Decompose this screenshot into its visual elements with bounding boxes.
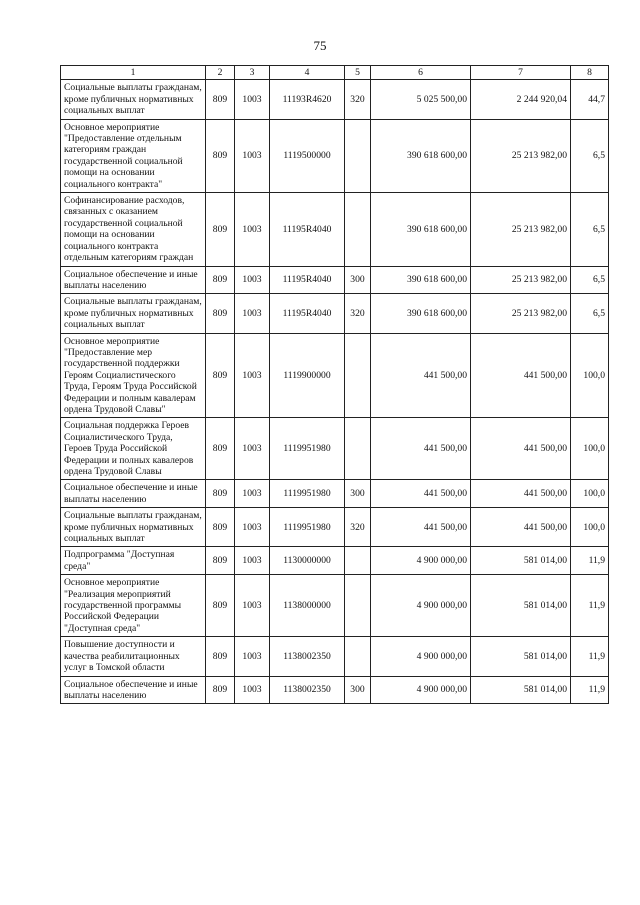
- plan-amount-cell: 390 618 600,00: [371, 193, 471, 266]
- column-header: 8: [571, 66, 609, 80]
- target-article-cell: 1119500000: [270, 119, 345, 192]
- expense-kind-cell: 320: [345, 80, 371, 119]
- plan-amount-cell: 441 500,00: [371, 418, 471, 480]
- item-name-cell: Социальные выплаты гражданам, кроме публичных нормативных социальных выплат: [61, 508, 206, 547]
- target-article-cell: 1138002350: [270, 637, 345, 676]
- ministry-code-cell: 809: [206, 266, 235, 294]
- item-name-cell: Социальное обеспечение и иные выплаты населению: [61, 480, 206, 508]
- fact-amount-cell: 441 500,00: [471, 418, 571, 480]
- percent-cell: 11,9: [571, 637, 609, 676]
- percent-cell: 11,9: [571, 547, 609, 575]
- fact-amount-cell: 25 213 982,00: [471, 294, 571, 333]
- percent-cell: 44,7: [571, 80, 609, 119]
- fact-amount-cell: 581 014,00: [471, 575, 571, 637]
- header-row: [61, 66, 609, 80]
- section-code-cell: 1003: [235, 676, 270, 704]
- target-article-cell: 1130000000: [270, 547, 345, 575]
- table-row: [61, 547, 609, 575]
- fact-amount-cell: 441 500,00: [471, 333, 571, 418]
- fact-amount-cell: 25 213 982,00: [471, 193, 571, 266]
- table-row: [61, 80, 609, 119]
- percent-cell: 11,9: [571, 575, 609, 637]
- column-header: 6: [371, 66, 471, 80]
- expense-kind-cell: [345, 575, 371, 637]
- plan-amount-cell: 5 025 500,00: [371, 80, 471, 119]
- expense-kind-cell: 300: [345, 480, 371, 508]
- percent-cell: 100,0: [571, 508, 609, 547]
- fact-amount-cell: 441 500,00: [471, 508, 571, 547]
- percent-cell: 6,5: [571, 119, 609, 192]
- percent-cell: 100,0: [571, 418, 609, 480]
- percent-cell: 6,5: [571, 193, 609, 266]
- item-name-cell: Социальные выплаты гражданам, кроме публичных нормативных социальных выплат: [61, 294, 206, 333]
- target-article-cell: 11195R4040: [270, 193, 345, 266]
- ministry-code-cell: 809: [206, 547, 235, 575]
- expense-kind-cell: [345, 193, 371, 266]
- expense-kind-cell: [345, 637, 371, 676]
- target-article-cell: 1119951980: [270, 418, 345, 480]
- fact-amount-cell: 441 500,00: [471, 480, 571, 508]
- section-code-cell: 1003: [235, 418, 270, 480]
- expense-kind-cell: 320: [345, 294, 371, 333]
- section-code-cell: 1003: [235, 80, 270, 119]
- table-row: [61, 294, 609, 333]
- table-row: [61, 119, 609, 192]
- item-name-cell: Основное мероприятие "Предоставление мер государственной поддержки Героям Социалистического Труда, Героям Труда Российской Федерации и полным кавалерам ордена Трудовой Славы": [61, 333, 206, 418]
- table-row: [61, 508, 609, 547]
- column-header: 3: [235, 66, 270, 80]
- fact-amount-cell: 581 014,00: [471, 676, 571, 704]
- table-row: [61, 676, 609, 704]
- section-code-cell: 1003: [235, 480, 270, 508]
- plan-amount-cell: 4 900 000,00: [371, 676, 471, 704]
- plan-amount-cell: 390 618 600,00: [371, 294, 471, 333]
- ministry-code-cell: 809: [206, 119, 235, 192]
- ministry-code-cell: 809: [206, 480, 235, 508]
- expense-kind-cell: 320: [345, 508, 371, 547]
- percent-cell: 6,5: [571, 266, 609, 294]
- section-code-cell: 1003: [235, 294, 270, 333]
- target-article-cell: 1138002350: [270, 676, 345, 704]
- section-code-cell: 1003: [235, 266, 270, 294]
- ministry-code-cell: 809: [206, 418, 235, 480]
- item-name-cell: Социальная поддержка Героев Социалистического Труда, Героев Труда Российской Федерации и полных кавалеров ордена Трудовой Славы: [61, 418, 206, 480]
- fact-amount-cell: 581 014,00: [471, 547, 571, 575]
- target-article-cell: 11195R4040: [270, 294, 345, 333]
- ministry-code-cell: 809: [206, 193, 235, 266]
- plan-amount-cell: 390 618 600,00: [371, 119, 471, 192]
- percent-cell: 100,0: [571, 480, 609, 508]
- expense-kind-cell: [345, 547, 371, 575]
- fact-amount-cell: 2 244 920,04: [471, 80, 571, 119]
- column-header: 2: [206, 66, 235, 80]
- column-header: 5: [345, 66, 371, 80]
- item-name-cell: Подпрограмма "Доступная среда": [61, 547, 206, 575]
- item-name-cell: Основное мероприятие "Предоставление отдельным категориям граждан государственной социальной помощи на основании социального контракта": [61, 119, 206, 192]
- item-name-cell: Повышение доступности и качества реабилитационных услуг в Томской области: [61, 637, 206, 676]
- section-code-cell: 1003: [235, 193, 270, 266]
- table-row: [61, 333, 609, 418]
- plan-amount-cell: 4 900 000,00: [371, 637, 471, 676]
- target-article-cell: 1119951980: [270, 480, 345, 508]
- ministry-code-cell: 809: [206, 294, 235, 333]
- table-row: [61, 193, 609, 266]
- table-row: [61, 266, 609, 294]
- fact-amount-cell: 25 213 982,00: [471, 119, 571, 192]
- item-name-cell: Софинансирование расходов, связанных с оказанием государственной социальной помощи на основании социального контракта отдельным категориям граждан: [61, 193, 206, 266]
- item-name-cell: Социальные выплаты гражданам, кроме публичных нормативных социальных выплат: [61, 80, 206, 119]
- plan-amount-cell: 390 618 600,00: [371, 266, 471, 294]
- ministry-code-cell: 809: [206, 637, 235, 676]
- expense-kind-cell: 300: [345, 266, 371, 294]
- budget-table: [60, 65, 609, 704]
- ministry-code-cell: 809: [206, 508, 235, 547]
- plan-amount-cell: 4 900 000,00: [371, 547, 471, 575]
- percent-cell: 6,5: [571, 294, 609, 333]
- section-code-cell: 1003: [235, 637, 270, 676]
- section-code-cell: 1003: [235, 333, 270, 418]
- table-body: [61, 80, 609, 704]
- plan-amount-cell: 441 500,00: [371, 333, 471, 418]
- table-row: [61, 418, 609, 480]
- section-code-cell: 1003: [235, 119, 270, 192]
- column-header: 4: [270, 66, 345, 80]
- target-article-cell: 11193R4620: [270, 80, 345, 119]
- table-row: [61, 480, 609, 508]
- item-name-cell: Социальное обеспечение и иные выплаты населению: [61, 266, 206, 294]
- target-article-cell: 1119900000: [270, 333, 345, 418]
- page-number: 75: [313, 38, 327, 53]
- table-row: [61, 575, 609, 637]
- ministry-code-cell: 809: [206, 676, 235, 704]
- section-code-cell: 1003: [235, 547, 270, 575]
- item-name-cell: Основное мероприятие "Реализация мероприятий государственной программы Российской Федерации "Доступная среда": [61, 575, 206, 637]
- column-header: 7: [471, 66, 571, 80]
- ministry-code-cell: 809: [206, 333, 235, 418]
- percent-cell: 100,0: [571, 333, 609, 418]
- expense-kind-cell: 300: [345, 676, 371, 704]
- ministry-code-cell: 809: [206, 575, 235, 637]
- target-article-cell: 11195R4040: [270, 266, 345, 294]
- percent-cell: 11,9: [571, 676, 609, 704]
- expense-kind-cell: [345, 418, 371, 480]
- section-code-cell: 1003: [235, 575, 270, 637]
- item-name-cell: Социальное обеспечение и иные выплаты населению: [61, 676, 206, 704]
- target-article-cell: 1138000000: [270, 575, 345, 637]
- fact-amount-cell: 581 014,00: [471, 637, 571, 676]
- target-article-cell: 1119951980: [270, 508, 345, 547]
- plan-amount-cell: 441 500,00: [371, 480, 471, 508]
- section-code-cell: 1003: [235, 508, 270, 547]
- column-header: 1: [61, 66, 206, 80]
- fact-amount-cell: 25 213 982,00: [471, 266, 571, 294]
- ministry-code-cell: 809: [206, 80, 235, 119]
- expense-kind-cell: [345, 333, 371, 418]
- plan-amount-cell: 441 500,00: [371, 508, 471, 547]
- expense-kind-cell: [345, 119, 371, 192]
- table-row: [61, 637, 609, 676]
- plan-amount-cell: 4 900 000,00: [371, 575, 471, 637]
